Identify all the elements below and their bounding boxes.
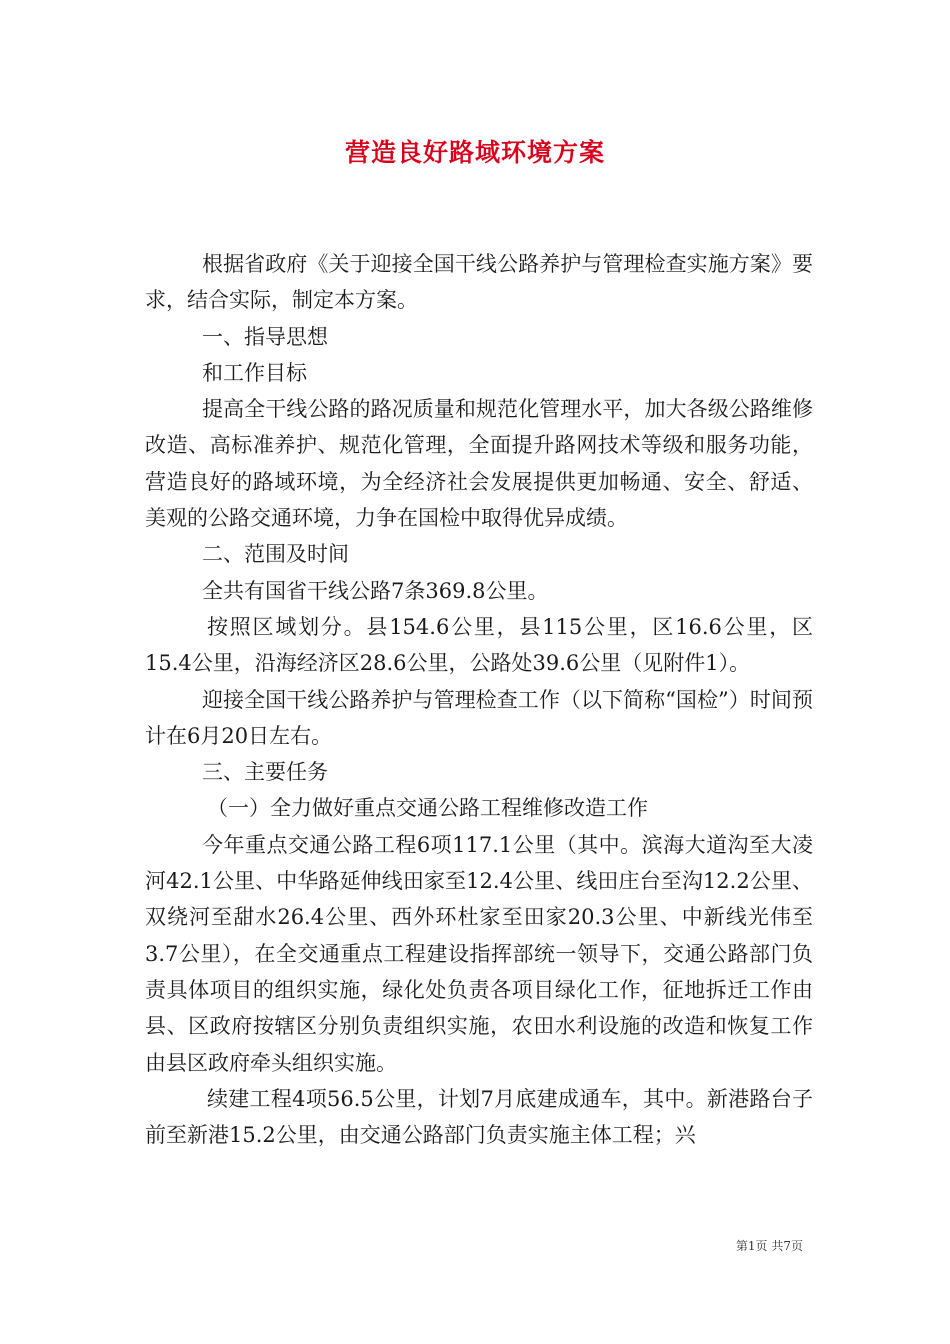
page-footer: 第1页 共7页 [735,1239,803,1253]
document-title: 营造良好路域环境方案 [344,138,605,167]
paragraph-road-total: 全共有国省干线公路7条369.8公里。 [202,578,549,603]
heading-task-one: （一）全力做好重点交通公路工程维修改造工作 [207,796,648,821]
heading-work-goals: 和工作目标 [202,360,307,385]
heading-scope-time: 二、范围及时间 [202,542,349,567]
paragraph-continued-projects: 续建工程4项56.5公里，计划7月底建成通车，其中。新港路台子前至新港15.2公里，由交通公路部门负责实施主体工程；兴 [145,1086,813,1148]
paragraph-inspection-time: 迎接全国干线公路养护与管理检查工作（以下简称“国检”）时间预计在6月20日左右。 [145,687,813,748]
document-body [145,246,813,1153]
paragraph-goals: 提高全干线公路的路况质量和规范化管理水平，加大各级公路维修改造、高标准养护、规范化管理，全面提升路网技术等级和服务功能，营造良好的路域环境，为全经济社会发展提供更加畅通、安全、舒适、美观的公路交通环境，力争在国检中取得优异成绩。 [145,397,813,531]
paragraph-intro: 根据省政府《关于迎接全国干线公路养护与管理检查实施方案》要求，结合实际，制定本方案。 [145,252,813,313]
heading-guiding-ideology: 一、指导思想 [202,324,328,349]
paragraph-region-division: 按照区域划分。县154.6公里，县115公里，区16.6公里，区15.4公里，沿海经济区28.6公里，公路处39.6公里（见附件1）。 [145,614,813,676]
heading-main-tasks: 三、主要任务 [202,760,328,785]
paragraph-key-projects: 今年重点交通公路工程6项117.1公里（其中。滨海大道沟至大凌河42.1公里、中华路延伸线田家至12.4公里、线田庄台至沟12.2公里、双绕河至甜水26.4公里、西外环杜家至田家20.3公里、中新线光伟至3.7公里），在全交通重点工程建设指挥部统一领导下，交通公路部门负责具体项目的组织实施，绿化处负责各项目绿化工作，征地拆迁工作由县、区政府按辖区分别负责组织实施，农田水利设施的改造和恢复工作由县区政府牵头组织实施。 [145,832,813,1075]
